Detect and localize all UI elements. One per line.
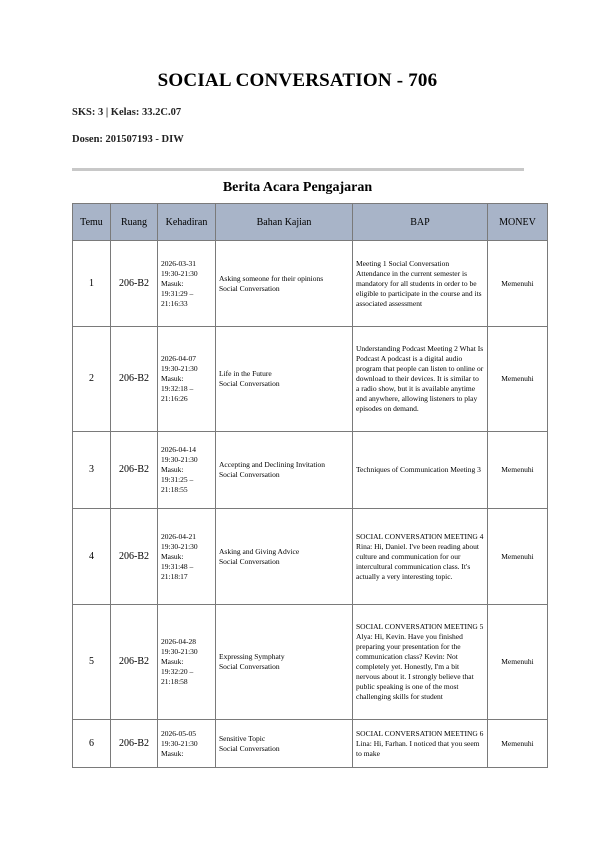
section-title: Berita Acara Pengajaran: [222, 180, 373, 195]
kehadiran-in: 19:31:25 –: [161, 475, 194, 484]
kehadiran-schedule: 19:30-21:30: [161, 738, 198, 748]
table-row: [73, 432, 548, 509]
kehadiran-label: Masuk:: [161, 374, 184, 383]
bahan-course: Social Conversation: [219, 743, 280, 753]
kehadiran-label: Masuk:: [161, 278, 184, 288]
kehadiran-date: 2026-04-07: [161, 354, 196, 363]
bahan-topic: Expressing Symphaty: [219, 652, 285, 661]
bahan-kajian-cell: [216, 327, 353, 432]
bahan-kajian-cell: [216, 432, 353, 509]
bahan-kajian-cell: [216, 241, 353, 327]
attendance-table: [72, 203, 548, 768]
temu-cell: 3: [73, 432, 111, 509]
table-row: [73, 509, 548, 605]
ruang-cell: 206-B2: [111, 509, 158, 605]
bahan-course: Social Conversation: [219, 470, 280, 479]
column-header-bap: BAP: [353, 204, 488, 241]
kehadiran-out: 21:16:33: [161, 298, 188, 308]
lecturer-meta: Dosen: 201507193 - DIW: [72, 134, 184, 145]
kehadiran-schedule: 19:30-21:30: [161, 268, 198, 278]
temu-cell: 1: [73, 241, 111, 327]
monev-cell: Memenuhi: [488, 605, 548, 720]
kehadiran-cell: [158, 432, 216, 509]
bahan-course: Social Conversation: [219, 662, 280, 671]
kehadiran-cell: [158, 241, 216, 327]
bahan-topic: Sensitive Topic: [219, 733, 266, 743]
kehadiran-out: 21:18:55: [161, 485, 188, 494]
bap-cell: SOCIAL CONVERSATION MEETING 4 Rina: Hi, Daniel. I've been reading about culture and communication for our intercultural communication class. It's actually a very interesting topic.: [353, 509, 488, 605]
bahan-kajian-cell: [216, 605, 353, 720]
column-header-monev: MONEV: [488, 204, 548, 241]
kehadiran-out: 21:18:58: [161, 677, 188, 686]
divider: [72, 168, 524, 171]
monev-cell: Memenuhi: [488, 720, 548, 768]
kehadiran-label: Masuk:: [161, 551, 184, 561]
kehadiran-schedule: 19:30-21:30: [161, 647, 198, 656]
table-row: [73, 327, 548, 432]
kehadiran-date: 2026-04-21: [161, 531, 196, 541]
ruang-cell: 206-B2: [111, 327, 158, 432]
kehadiran-cell: [158, 605, 216, 720]
column-header-temu: Temu: [73, 204, 111, 241]
kehadiran-schedule: 19:30-21:30: [161, 364, 198, 373]
table-row: [73, 720, 548, 768]
bap-cell: Meeting 1 Social Conversation Attendance in the current semester is mandatory for all students in order to be eligible to participate in the course and its associated assessment: [353, 241, 488, 327]
bap-cell: SOCIAL CONVERSATION MEETING 6 Lina: Hi, Farhan. I noticed that you seem to make: [353, 720, 488, 768]
kehadiran-cell: [158, 720, 216, 768]
page-title: SOCIAL CONVERSATION - 706: [157, 70, 438, 91]
kehadiran-date: 2026-03-31: [161, 258, 196, 268]
bahan-kajian-cell: [216, 509, 353, 605]
table-row: [73, 241, 548, 327]
kehadiran-label: Masuk:: [161, 657, 184, 666]
monev-cell: Memenuhi: [488, 432, 548, 509]
bahan-kajian-cell: [216, 720, 353, 768]
kehadiran-out: 21:18:17: [161, 571, 188, 581]
table-header-row: [73, 204, 548, 241]
temu-cell: 2: [73, 327, 111, 432]
table-row: [73, 605, 548, 720]
kehadiran-schedule: 19:30-21:30: [161, 541, 198, 551]
monev-cell: Memenuhi: [488, 327, 548, 432]
kehadiran-in: 19:31:48 –: [161, 561, 194, 571]
bap-cell: Understanding Podcast Meeting 2 What Is Podcast A podcast is a digital audio program that people can listen to online or download to their devices. It is similar to a radio show, but it is available anytime and anywhere, allowing listeners to play episodes on demand.: [353, 327, 488, 432]
temu-cell: 4: [73, 509, 111, 605]
kehadiran-date: 2026-05-05: [161, 728, 196, 738]
ruang-cell: 206-B2: [111, 432, 158, 509]
bahan-course: Social Conversation: [219, 556, 280, 566]
bahan-topic: Life in the Future: [219, 369, 272, 378]
bap-cell: SOCIAL CONVERSATION MEETING 5 Alya: Hi, Kevin. Have you finished preparing your presentation for the communication class? Kevin: Not completely yet. Honestly, I'm a bit nervous about it. I strongly believe that public speaking is one of the most challenging skills for student: [353, 605, 488, 720]
bahan-topic: Asking someone for their opinions: [219, 273, 324, 283]
bahan-course: Social Conversation: [219, 379, 280, 388]
ruang-cell: 206-B2: [111, 605, 158, 720]
ruang-cell: 206-B2: [111, 720, 158, 768]
ruang-cell: 206-B2: [111, 241, 158, 327]
kehadiran-label: Masuk:: [161, 748, 184, 758]
column-header-kehadiran: Kehadiran: [158, 204, 216, 241]
kehadiran-in: 19:31:29 –: [161, 288, 194, 298]
kehadiran-date: 2026-04-28: [161, 637, 196, 646]
kehadiran-in: 19:32:18 –: [161, 384, 194, 393]
bahan-topic: Asking and Giving Advice: [219, 546, 300, 556]
kehadiran-out: 21:16:26: [161, 394, 188, 403]
bahan-topic: Accepting and Declining Invitation: [219, 460, 326, 469]
bap-cell: Techniques of Communication Meeting 3: [353, 432, 488, 509]
kehadiran-cell: [158, 327, 216, 432]
course-meta: SKS: 3 | Kelas: 33.2C.07: [72, 107, 182, 118]
bahan-course: Social Conversation: [219, 283, 280, 293]
kehadiran-in: 19:32:20 –: [161, 667, 194, 676]
column-header-bahan-kajian: Bahan Kajian: [216, 204, 353, 241]
kehadiran-schedule: 19:30-21:30: [161, 455, 198, 464]
kehadiran-label: Masuk:: [161, 465, 184, 474]
temu-cell: 6: [73, 720, 111, 768]
kehadiran-date: 2026-04-14: [161, 445, 196, 454]
column-header-ruang: Ruang: [111, 204, 158, 241]
kehadiran-cell: [158, 509, 216, 605]
monev-cell: Memenuhi: [488, 509, 548, 605]
temu-cell: 5: [73, 605, 111, 720]
monev-cell: Memenuhi: [488, 241, 548, 327]
